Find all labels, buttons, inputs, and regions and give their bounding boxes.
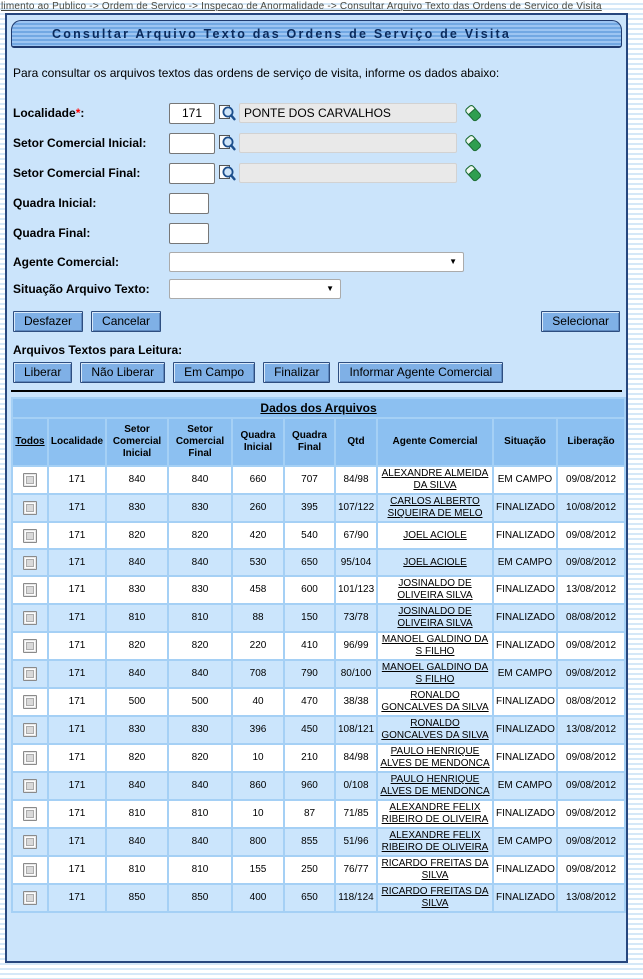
setor-inicial-cell: 810 [107, 857, 167, 883]
setor-inicial-code-input[interactable] [169, 133, 215, 154]
quadra-inicial-cell: 400 [233, 885, 283, 911]
row-checkbox[interactable] [23, 807, 37, 821]
agente-cell [378, 605, 492, 631]
table-row [13, 523, 624, 548]
agente-link[interactable]: RICARDO FREITAS DA SILVA [381, 858, 489, 881]
table-row [13, 773, 624, 799]
setor-inicial-cell: 840 [107, 829, 167, 855]
divider [11, 390, 622, 392]
agente-cell [378, 857, 492, 883]
localidade-clear-button[interactable] [465, 104, 482, 123]
quadra-inicial-cell: 860 [233, 773, 283, 799]
table-header-row [13, 419, 624, 465]
quadra-final-cell: 450 [285, 717, 334, 743]
situacao-cell: EM CAMPO [494, 773, 556, 799]
quadra-final-row [13, 222, 626, 244]
row-checkbox[interactable] [23, 583, 37, 597]
situacao-cell: FINALIZADO [494, 801, 556, 827]
setor-inicial-cell: 820 [107, 633, 167, 659]
search-form [13, 102, 626, 299]
liberacao-cell: 09/08/2012 [558, 523, 624, 548]
situacao-cell: FINALIZADO [494, 857, 556, 883]
quadra-final-cell: 395 [285, 495, 334, 521]
setor-inicial-cell: 840 [107, 467, 167, 493]
row-checkbox[interactable] [23, 473, 37, 487]
chevron-down-icon: ▼ [449, 257, 457, 266]
column-setor-comercial-final: Setor Comercial Final [169, 419, 231, 465]
agente-link[interactable]: CARLOS ALBERTO SIQUEIRA DE MELO [387, 496, 483, 519]
situacao-cell: FINALIZADO [494, 717, 556, 743]
agente-link[interactable]: MANOEL GALDINO DA S FILHO [381, 662, 489, 685]
page-title: Consultar Arquivo Texto das Ordens de Serviço de Visita [52, 26, 512, 41]
checkbox-cell [13, 523, 47, 548]
situacao-cell: FINALIZADO [494, 633, 556, 659]
localidade-row [13, 102, 626, 124]
localidade-cell: 171 [49, 801, 105, 827]
setor-final-cell: 840 [169, 661, 231, 687]
setor-inicial-label: Setor Comercial Inicial: [13, 136, 147, 150]
setor-inicial-clear-button[interactable] [465, 134, 482, 153]
setor-inicial-cell: 830 [107, 717, 167, 743]
localidade-cell: 171 [49, 745, 105, 771]
agente-link[interactable]: ALEXANDRE ALMEIDA DA SILVA [381, 468, 489, 491]
table-row [13, 801, 624, 827]
localidade-cell: 171 [49, 605, 105, 631]
agente-cell [378, 467, 492, 493]
quadra-final-cell: 150 [285, 605, 334, 631]
localidade-cell: 171 [49, 633, 105, 659]
row-checkbox[interactable] [23, 891, 37, 905]
column-quadra-inicial: Quadra Inicial [233, 419, 283, 465]
agente-link[interactable]: MANOEL GALDINO DA S FILHO [381, 634, 489, 657]
agente-link[interactable]: ALEXANDRE FELIX RIBEIRO DE OLIVEIRA [381, 802, 489, 825]
row-checkbox[interactable] [23, 529, 37, 543]
row-checkbox[interactable] [23, 863, 37, 877]
chevron-down-icon: ▼ [326, 284, 334, 293]
quadra-final-cell: 790 [285, 661, 334, 687]
column-setor-comercial-inicial: Setor Comercial Inicial [107, 419, 167, 465]
column-situacao: Situação [494, 419, 556, 465]
table-row [13, 717, 624, 743]
situacao-cell: FINALIZADO [494, 689, 556, 715]
setor-inicial-lookup-button[interactable] [218, 134, 236, 152]
agente-cell [378, 689, 492, 715]
quadra-final-cell: 210 [285, 745, 334, 771]
quadra-inicial-cell: 260 [233, 495, 283, 521]
row-checkbox[interactable] [23, 611, 37, 625]
agente-cell [378, 523, 492, 548]
quadra-inicial-label: Quadra Inicial: [13, 196, 97, 210]
quadra-inicial-cell: 10 [233, 745, 283, 771]
quadra-final-cell: 855 [285, 829, 334, 855]
situacao-cell: FINALIZADO [494, 605, 556, 631]
qtd-cell: 96/99 [336, 633, 376, 659]
liberar-button[interactable]: Liberar [13, 362, 72, 383]
setor-inicial-cell: 500 [107, 689, 167, 715]
setor-inicial-row [13, 132, 626, 154]
setor-final-cell: 840 [169, 829, 231, 855]
qtd-cell: 51/96 [336, 829, 376, 855]
agente-link[interactable]: RONALDO GONCALVES DA SILVA [381, 690, 489, 713]
column-agente-comercial: Agente Comercial [378, 419, 492, 465]
setor-final-label: Setor Comercial Final: [13, 166, 141, 180]
situacao-cell: EM CAMPO [494, 661, 556, 687]
quadra-inicial-cell: 420 [233, 523, 283, 548]
agente-cell [378, 495, 492, 521]
quadra-final-input[interactable] [169, 223, 209, 244]
liberacao-cell: 08/08/2012 [558, 689, 624, 715]
situacao-row [13, 279, 626, 299]
localidade-cell: 171 [49, 829, 105, 855]
form-actions [13, 311, 620, 332]
quadra-final-cell: 87 [285, 801, 334, 827]
magnifier-page-icon [218, 164, 236, 182]
quadra-final-cell: 410 [285, 633, 334, 659]
table-row [13, 495, 624, 521]
localidade-cell: 171 [49, 717, 105, 743]
setor-inicial-cell: 820 [107, 523, 167, 548]
table-row [13, 605, 624, 631]
liberacao-cell: 09/08/2012 [558, 829, 624, 855]
agente-cell [378, 745, 492, 771]
row-checkbox[interactable] [23, 667, 37, 681]
table-row [13, 633, 624, 659]
checkbox-cell [13, 633, 47, 659]
agente-cell [378, 717, 492, 743]
row-checkbox[interactable] [23, 501, 37, 515]
situacao-label: Situação Arquivo Texto: [13, 282, 150, 296]
quadra-final-cell: 470 [285, 689, 334, 715]
magnifier-page-icon [218, 134, 236, 152]
quadra-final-cell: 650 [285, 550, 334, 575]
column-todos [13, 419, 47, 465]
localidade-name-field: PONTE DOS CARVALHOS [239, 103, 457, 123]
table-row [13, 577, 624, 603]
localidade-cell: 171 [49, 495, 105, 521]
checkbox-cell [13, 605, 47, 631]
qtd-cell: 0/108 [336, 773, 376, 799]
row-checkbox[interactable] [23, 779, 37, 793]
table-row [13, 885, 624, 911]
quadra-inicial-cell: 708 [233, 661, 283, 687]
qtd-cell: 107/122 [336, 495, 376, 521]
setor-final-row [13, 162, 626, 184]
eraser-icon [465, 164, 482, 183]
setor-final-code-input[interactable] [169, 163, 215, 184]
table-row [13, 829, 624, 855]
liberacao-cell: 13/08/2012 [558, 885, 624, 911]
liberacao-cell: 09/08/2012 [558, 633, 624, 659]
liberacao-cell: 13/08/2012 [558, 717, 624, 743]
quadra-final-cell: 250 [285, 857, 334, 883]
setor-final-cell: 810 [169, 605, 231, 631]
leitura-actions [13, 362, 620, 383]
setor-final-cell: 840 [169, 773, 231, 799]
agente-cell [378, 577, 492, 603]
setor-inicial-cell: 810 [107, 801, 167, 827]
localidade-lookup-button[interactable] [218, 104, 236, 122]
quadra-final-cell: 707 [285, 467, 334, 493]
agente-cell [378, 829, 492, 855]
quadra-inicial-cell: 530 [233, 550, 283, 575]
localidade-label: Localidade*: [13, 106, 85, 120]
agente-cell [378, 801, 492, 827]
situacao-cell: FINALIZADO [494, 885, 556, 911]
row-checkbox[interactable] [23, 695, 37, 709]
table-row [13, 661, 624, 687]
cancelar-button[interactable]: Cancelar [91, 311, 161, 332]
row-checkbox[interactable] [23, 835, 37, 849]
eraser-icon [465, 134, 482, 153]
liberacao-cell: 09/08/2012 [558, 550, 624, 575]
liberacao-cell: 13/08/2012 [558, 577, 624, 603]
situacao-cell: FINALIZADO [494, 523, 556, 548]
row-checkbox[interactable] [23, 556, 37, 570]
setor-final-cell: 810 [169, 801, 231, 827]
table-row [13, 857, 624, 883]
qtd-cell: 80/100 [336, 661, 376, 687]
qtd-cell: 101/123 [336, 577, 376, 603]
setor-final-cell: 830 [169, 717, 231, 743]
setor-inicial-cell: 850 [107, 885, 167, 911]
agente-link[interactable]: JOEL ACIOLE [403, 556, 467, 568]
setor-final-cell: 810 [169, 857, 231, 883]
checkbox-cell [13, 661, 47, 687]
checkbox-cell [13, 745, 47, 771]
liberacao-cell: 09/08/2012 [558, 857, 624, 883]
checkbox-cell [13, 467, 47, 493]
liberacao-cell: 09/08/2012 [558, 801, 624, 827]
column-qtd: Qtd [336, 419, 376, 465]
situacao-cell: EM CAMPO [494, 467, 556, 493]
qtd-cell: 67/90 [336, 523, 376, 548]
situacao-cell: FINALIZADO [494, 577, 556, 603]
localidade-cell: 171 [49, 577, 105, 603]
main-panel [5, 13, 628, 963]
agente-link[interactable]: RONALDO GONCALVES DA SILVA [381, 718, 489, 741]
page-title-bar [11, 20, 622, 48]
agente-cell [378, 885, 492, 911]
agente-link[interactable]: PAULO HENRIQUE ALVES DE MENDONCA [380, 774, 490, 797]
setor-final-clear-button[interactable] [465, 164, 482, 183]
setor-inicial-cell: 830 [107, 495, 167, 521]
checkbox-cell [13, 717, 47, 743]
column-liberacao: Liberação [558, 419, 624, 465]
liberacao-cell: 09/08/2012 [558, 745, 624, 771]
agente-comercial-select[interactable] [169, 252, 464, 272]
qtd-cell: 71/85 [336, 801, 376, 827]
qtd-cell: 76/77 [336, 857, 376, 883]
agente-link[interactable]: JOSINALDO DE OLIVEIRA SILVA [397, 578, 473, 601]
setor-final-cell: 830 [169, 577, 231, 603]
setor-final-cell: 830 [169, 495, 231, 521]
agente-row [13, 252, 626, 272]
nao-liberar-button[interactable]: Não Liberar [80, 362, 165, 383]
situacao-arquivo-select[interactable] [169, 279, 341, 299]
localidade-code-input[interactable] [169, 103, 215, 124]
setor-inicial-cell: 840 [107, 661, 167, 687]
liberacao-cell: 10/08/2012 [558, 495, 624, 521]
situacao-cell: FINALIZADO [494, 745, 556, 771]
informar-agente-comercial-button[interactable]: Informar Agente Comercial [338, 362, 503, 383]
qtd-cell: 38/38 [336, 689, 376, 715]
setor-final-cell: 820 [169, 633, 231, 659]
desfazer-button[interactable]: Desfazer [13, 311, 83, 332]
situacao-cell: EM CAMPO [494, 550, 556, 575]
agente-link[interactable]: RICARDO FREITAS DA SILVA [381, 886, 489, 909]
setor-final-lookup-button[interactable] [218, 164, 236, 182]
table-title-cell [13, 399, 624, 417]
quadra-inicial-cell: 660 [233, 467, 283, 493]
situacao-cell: FINALIZADO [494, 495, 556, 521]
eraser-icon [465, 104, 482, 123]
setor-inicial-name-field [239, 133, 457, 153]
table-title: Dados dos Arquivos [260, 401, 377, 415]
agente-link[interactable]: PAULO HENRIQUE ALVES DE MENDONCA [380, 746, 490, 769]
table-row [13, 467, 624, 493]
qtd-cell: 84/98 [336, 745, 376, 771]
qtd-cell: 108/121 [336, 717, 376, 743]
localidade-cell: 171 [49, 661, 105, 687]
setor-inicial-cell: 810 [107, 605, 167, 631]
row-checkbox[interactable] [23, 639, 37, 653]
agente-cell [378, 773, 492, 799]
setor-final-cell: 820 [169, 523, 231, 548]
checkbox-cell [13, 801, 47, 827]
checkbox-cell [13, 885, 47, 911]
table-row [13, 745, 624, 771]
checkbox-cell [13, 773, 47, 799]
agente-cell [378, 633, 492, 659]
selecionar-button[interactable]: Selecionar [541, 311, 620, 332]
setor-final-cell: 820 [169, 745, 231, 771]
row-checkbox[interactable] [23, 751, 37, 765]
setor-final-cell: 840 [169, 467, 231, 493]
quadra-inicial-input[interactable] [169, 193, 209, 214]
localidade-cell: 171 [49, 773, 105, 799]
localidade-cell: 171 [49, 467, 105, 493]
column-quadra-final: Quadra Final [285, 419, 334, 465]
checkbox-cell [13, 577, 47, 603]
quadra-inicial-cell: 396 [233, 717, 283, 743]
localidade-cell: 171 [49, 689, 105, 715]
situacao-cell: EM CAMPO [494, 829, 556, 855]
qtd-cell: 118/124 [336, 885, 376, 911]
checkbox-cell [13, 550, 47, 575]
magnifier-page-icon [218, 104, 236, 122]
quadra-inicial-cell: 10 [233, 801, 283, 827]
setor-inicial-cell: 840 [107, 550, 167, 575]
qtd-cell: 95/104 [336, 550, 376, 575]
setor-inicial-cell: 830 [107, 577, 167, 603]
agente-link[interactable]: JOSINALDO DE OLIVEIRA SILVA [397, 606, 473, 629]
agente-label: Agente Comercial: [13, 255, 120, 269]
liberacao-cell: 08/08/2012 [558, 605, 624, 631]
todos-link[interactable]: Todos [15, 436, 45, 447]
setor-final-name-field [239, 163, 457, 183]
quadra-inicial-cell: 220 [233, 633, 283, 659]
agente-link[interactable]: JOEL ACIOLE [403, 529, 467, 541]
liberacao-cell: 09/08/2012 [558, 661, 624, 687]
dados-dos-arquivos-table [11, 397, 626, 913]
agente-cell [378, 661, 492, 687]
finalizar-button[interactable]: Finalizar [263, 362, 330, 383]
checkbox-cell [13, 689, 47, 715]
localidade-cell: 171 [49, 523, 105, 548]
localidade-cell: 171 [49, 885, 105, 911]
setor-inicial-cell: 840 [107, 773, 167, 799]
setor-final-cell: 500 [169, 689, 231, 715]
table-row [13, 550, 624, 575]
breadcrumb[interactable]: limento ao Publico -> Ordem de Servico -> Inspecao de Anormalidade -> Consultar Arquivo Texto das Ordens de Servico de Visita [1, 1, 602, 12]
quadra-final-cell: 650 [285, 885, 334, 911]
quadra-final-cell: 960 [285, 773, 334, 799]
checkbox-cell [13, 829, 47, 855]
quadra-inicial-cell: 88 [233, 605, 283, 631]
quadra-inicial-cell: 155 [233, 857, 283, 883]
quadra-final-cell: 600 [285, 577, 334, 603]
leitura-section-label: Arquivos Textos para Leitura: [13, 343, 183, 357]
agente-cell [378, 550, 492, 575]
quadra-inicial-cell: 40 [233, 689, 283, 715]
quadra-inicial-cell: 800 [233, 829, 283, 855]
liberacao-cell: 09/08/2012 [558, 467, 624, 493]
table-row [13, 689, 624, 715]
column-localidade: Localidade [49, 419, 105, 465]
row-checkbox[interactable] [23, 723, 37, 737]
em-campo-button[interactable]: Em Campo [173, 362, 255, 383]
qtd-cell: 84/98 [336, 467, 376, 493]
localidade-cell: 171 [49, 857, 105, 883]
quadra-final-cell: 540 [285, 523, 334, 548]
quadra-final-label: Quadra Final: [13, 226, 91, 240]
quadra-inicial-cell: 458 [233, 577, 283, 603]
setor-final-cell: 840 [169, 550, 231, 575]
qtd-cell: 73/78 [336, 605, 376, 631]
liberacao-cell: 09/08/2012 [558, 773, 624, 799]
setor-final-cell: 850 [169, 885, 231, 911]
setor-inicial-cell: 820 [107, 745, 167, 771]
intro-text: Para consultar os arquivos textos das ordens de serviço de visita, informe os dados abaixo: [13, 66, 500, 80]
checkbox-cell [13, 857, 47, 883]
required-asterisk: * [75, 106, 81, 120]
localidade-cell: 171 [49, 550, 105, 575]
quadra-inicial-row [13, 192, 626, 214]
checkbox-cell [13, 495, 47, 521]
agente-link[interactable]: ALEXANDRE FELIX RIBEIRO DE OLIVEIRA [381, 830, 489, 853]
